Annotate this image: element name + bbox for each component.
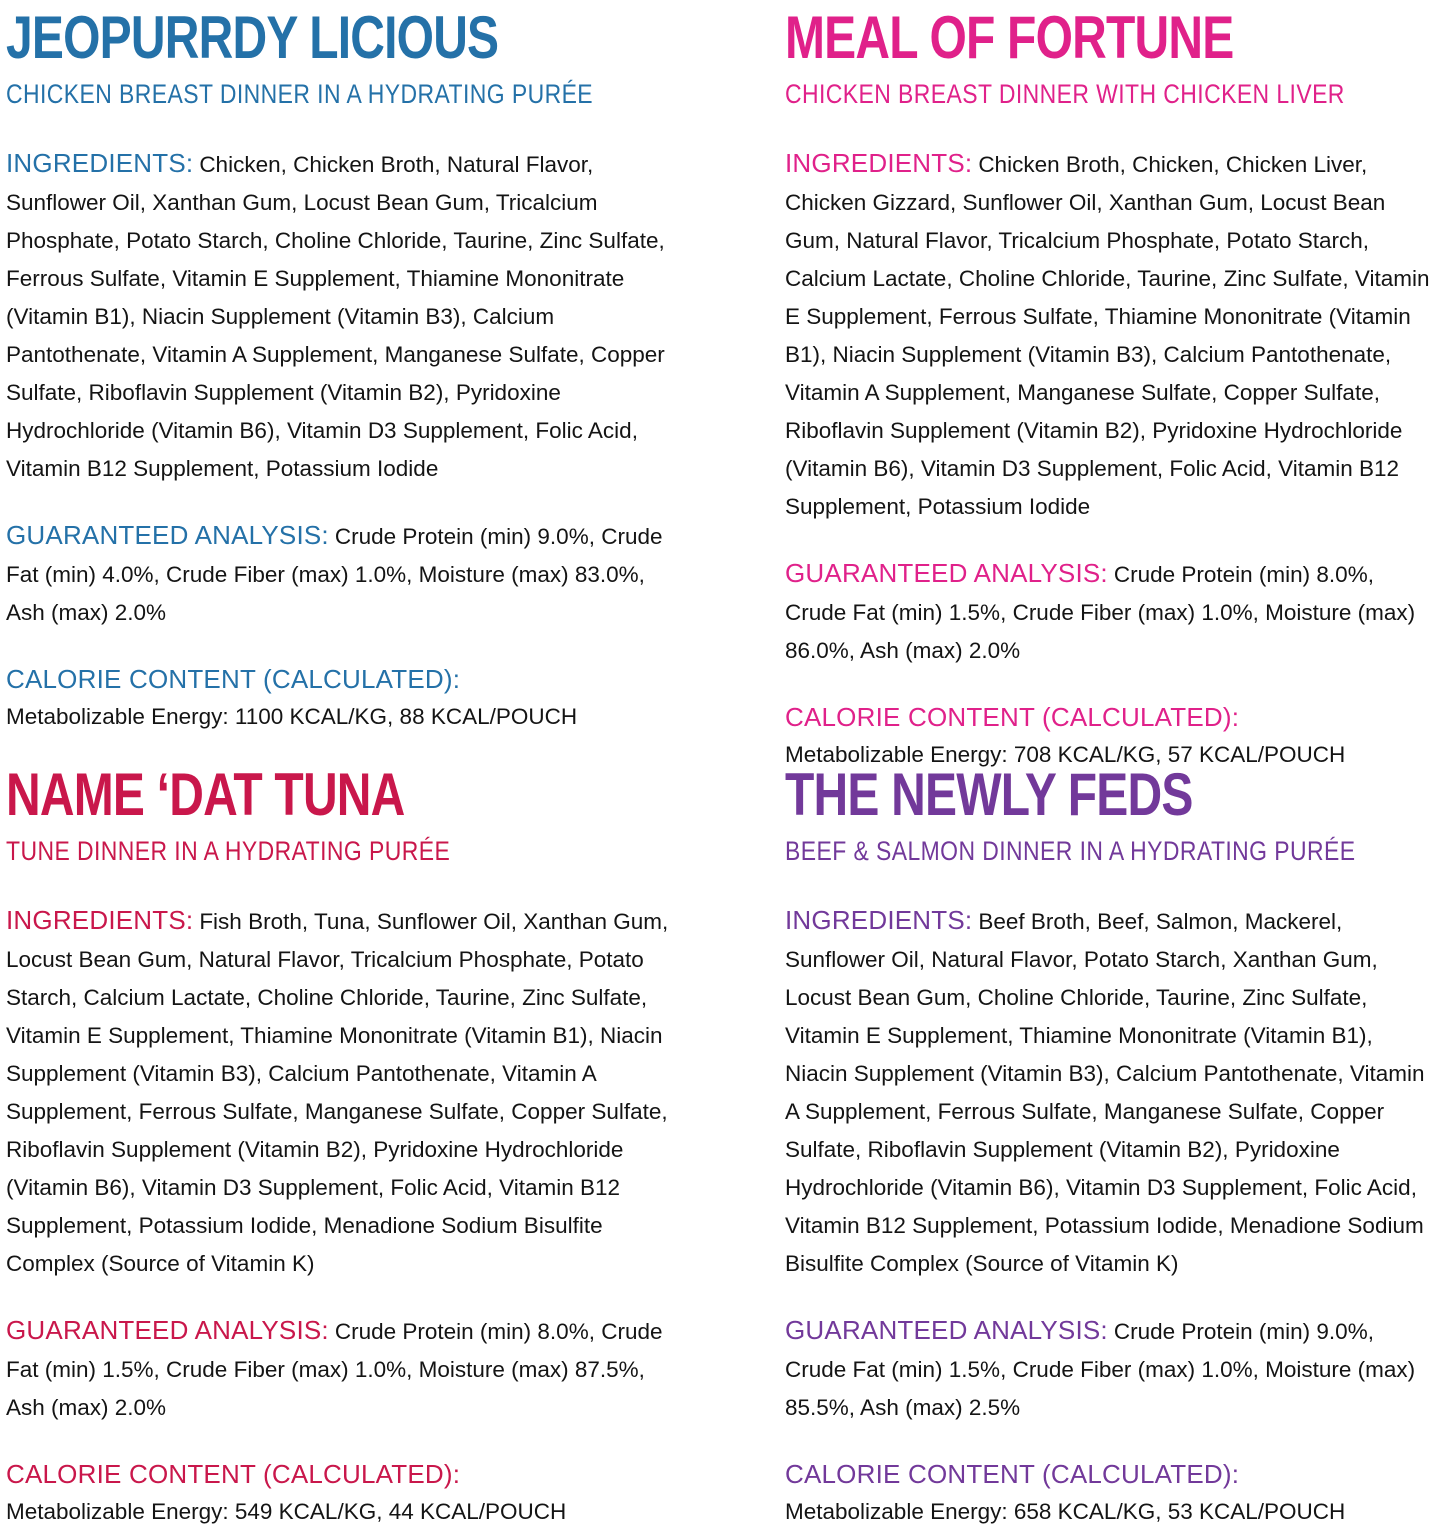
- ingredients-text: Chicken, Chicken Broth, Natural Flavor, Sunflower Oil, Xanthan Gum, Locust Bean Gum, Tricalcium Phosphate, Potato Starch, Choline Chloride, Taurine, Zinc Sulfate, Ferrous Sulfate, Vitamin E Supplement, Thiamine Mononitrate (Vitamin B1), Niacin Supplement (Vitamin B3), Calcium Pantothenate, Vitamin A Supplement, Manganese Sulfate, Copper Sulfate, Riboflavin Supplement (Vitamin B2), Pyridoxine Hydrochloride (Vitamin B6), Vitamin D3 Supplement, Folic Acid, Vitamin B12 Supplement, Potassium Iodide: [6, 152, 665, 482]
- guaranteed-analysis-paragraph: [785, 554, 1437, 670]
- guaranteed-analysis-paragraph: [6, 1311, 682, 1427]
- product-title: THE NEWLY FEDS: [785, 761, 1193, 828]
- ingredients-label: INGREDIENTS:: [785, 905, 973, 936]
- calorie-content-label: CALORIE CONTENT (CALCULATED):: [6, 1459, 461, 1490]
- calorie-content-text: Metabolizable Energy: 658 KCAL/KG, 53 KCAL/POUCH: [785, 1499, 1346, 1525]
- calorie-content-paragraph: [6, 1455, 682, 1531]
- product-subtitle: TUNE DINNER IN A HYDRATING PURÉE: [6, 836, 451, 866]
- guaranteed-analysis-text: Crude Protein (min) 9.0%, Crude Fat (min) 4.0%, Crude Fiber (max) 1.0%, Moisture (max) 83.0%, Ash (max) 2.0%: [6, 524, 663, 626]
- product-panel-name-dat-tuna: [0, 757, 722, 1531]
- product-panel-jeopurrdy-licious: [0, 0, 722, 757]
- product-title: MEAL OF FORTUNE: [785, 4, 1234, 71]
- guaranteed-analysis-label: GUARANTEED ANALYSIS:: [6, 520, 329, 551]
- product-title: NAME ‘DAT TUNA: [6, 761, 405, 828]
- ingredients-text: Chicken Broth, Chicken, Chicken Liver, Chicken Gizzard, Sunflower Oil, Xanthan Gum, Locust Bean Gum, Natural Flavor, Tricalcium Phosphate, Potato Starch, Calcium Lactate, Choline Chloride, Taurine, Zinc Sulfate, Vitamin E Supplement, Ferrous Sulfate, Thiamine Mononitrate (Vitamin B1), Niacin Supplement (Vitamin B3), Calcium Pantothenate, Vitamin A Supplement, Manganese Sulfate, Copper Sulfate, Riboflavin Supplement (Vitamin B2), Pyridoxine Hydrochloride (Vitamin B6), Vitamin D3 Supplement, Folic Acid, Vitamin B12 Supplement, Potassium Iodide: [785, 152, 1430, 520]
- guaranteed-analysis-label: GUARANTEED ANALYSIS:: [6, 1315, 329, 1346]
- ingredients-paragraph: [6, 901, 682, 1283]
- ingredients-label: INGREDIENTS:: [785, 148, 973, 179]
- product-panel-the-newly-feds: [722, 757, 1445, 1531]
- guaranteed-analysis-text: Crude Protein (min) 8.0%, Crude Fat (min) 1.5%, Crude Fiber (max) 1.0%, Moisture (max) 87.5%, Ash (max) 2.0%: [6, 1319, 663, 1421]
- ingredients-text: Beef Broth, Beef, Salmon, Mackerel, Sunflower Oil, Natural Flavor, Potato Starch, Xanthan Gum, Locust Bean Gum, Choline Chloride, Taurine, Zinc Sulfate, Vitamin E Supplement, Thiamine Mononitrate (Vitamin B1), Niacin Supplement (Vitamin B3), Calcium Pantothenate, Vitamin A Supplement, Ferrous Sulfate, Manganese Sulfate, Copper Sulfate, Riboflavin Supplement (Vitamin B2), Pyridoxine Hydrochloride (Vitamin B6), Vitamin D3 Supplement, Folic Acid, Vitamin B12 Supplement, Potassium Iodide, Menadione Sodium Bisulfite Complex (Source of Vitamin K): [785, 909, 1425, 1277]
- guaranteed-analysis-text: Crude Protein (min) 9.0%, Crude Fat (min) 1.5%, Crude Fiber (max) 1.0%, Moisture (max) 85.5%, Ash (max) 2.5%: [785, 1319, 1416, 1421]
- calorie-content-label: CALORIE CONTENT (CALCULATED):: [6, 664, 461, 695]
- guaranteed-analysis-paragraph: [785, 1311, 1437, 1427]
- ingredients-text: Fish Broth, Tuna, Sunflower Oil, Xanthan Gum, Locust Bean Gum, Natural Flavor, Tricalcium Phosphate, Potato Starch, Calcium Lactate, Choline Chloride, Taurine, Zinc Sulfate, Vitamin E Supplement, Thiamine Mononitrate (Vitamin B1), Niacin Supplement (Vitamin B3), Calcium Pantothenate, Vitamin A Supplement, Ferrous Sulfate, Manganese Sulfate, Copper Sulfate, Riboflavin Supplement (Vitamin B2), Pyridoxine Hydrochloride (Vitamin B6), Vitamin D3 Supplement, Folic Acid, Vitamin B12 Supplement, Potassium Iodide, Menadione Sodium Bisulfite Complex (Source of Vitamin K): [6, 909, 669, 1277]
- guaranteed-analysis-text: Crude Protein (min) 8.0%, Crude Fat (min) 1.5%, Crude Fiber (max) 1.0%, Moisture (max) 86.0%, Ash (max) 2.0%: [785, 562, 1416, 664]
- calorie-content-label: CALORIE CONTENT (CALCULATED):: [785, 702, 1240, 733]
- product-panel-meal-of-fortune: [722, 0, 1445, 768]
- product-subtitle: BEEF & SALMON DINNER IN A HYDRATING PURÉE: [785, 836, 1356, 866]
- calorie-content-text: Metabolizable Energy: 708 KCAL/KG, 57 KCAL/POUCH: [785, 742, 1346, 768]
- calorie-content-paragraph: [6, 660, 682, 736]
- guaranteed-analysis-paragraph: [6, 516, 682, 632]
- ingredients-paragraph: [6, 144, 682, 488]
- product-subtitle: CHICKEN BREAST DINNER IN A HYDRATING PURÉE: [6, 79, 594, 109]
- guaranteed-analysis-label: GUARANTEED ANALYSIS:: [785, 558, 1108, 589]
- product-subtitle: CHICKEN BREAST DINNER WITH CHICKEN LIVER: [785, 79, 1345, 109]
- guaranteed-analysis-label: GUARANTEED ANALYSIS:: [785, 1315, 1108, 1346]
- calorie-content-text: Metabolizable Energy: 549 KCAL/KG, 44 KCAL/POUCH: [6, 1499, 567, 1525]
- ingredients-paragraph: [785, 901, 1437, 1283]
- calorie-content-paragraph: [785, 1455, 1437, 1531]
- ingredients-label: INGREDIENTS:: [6, 905, 194, 936]
- ingredients-paragraph: [785, 144, 1437, 526]
- calorie-content-text: Metabolizable Energy: 1100 KCAL/KG, 88 KCAL/POUCH: [6, 704, 578, 730]
- product-title: JEOPURRDY LICIOUS: [6, 4, 499, 71]
- calorie-content-label: CALORIE CONTENT (CALCULATED):: [785, 1459, 1240, 1490]
- ingredients-label: INGREDIENTS:: [6, 148, 194, 179]
